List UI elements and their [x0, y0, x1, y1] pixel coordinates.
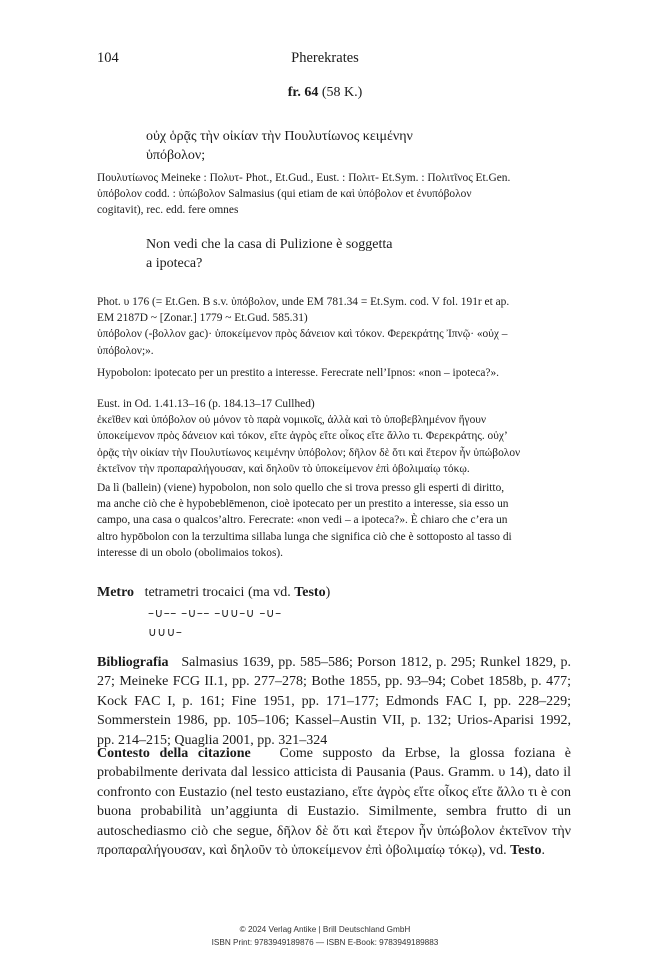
- contesto-end: .: [541, 843, 545, 859]
- page-number: 104: [97, 50, 119, 66]
- testimonium-ref: Eust. in Od. 1.41.13–16 (p. 184.13–17 Cullhed): [97, 398, 315, 410]
- testimonium-translation: campo, una casa o qualcos’altro. Ferecrate: «non vedi – a ipoteca?». È chiaro che c’era un: [97, 514, 508, 527]
- metro-section: [97, 584, 330, 602]
- photius-testimonium: [97, 294, 571, 359]
- apparatus-line: Πουλυτίωνος Meineke : Πολυτ- Phot., Et.Gud., Eust. : Πολιτ- Et.Sym. : Πολιτῖνος Et.Gen.: [97, 172, 511, 184]
- footer-copyright: © 2024 Verlag Antike | Brill Deutschland GmbH: [239, 925, 411, 934]
- running-head: Pherekrates: [291, 50, 359, 66]
- greek-line: οὐχ ὁρᾷς τὴν οἰκίαν τὴν Πουλυτίωνος κειμένην: [146, 129, 413, 144]
- translation: [146, 235, 576, 273]
- metrical-scheme-line: ∪∪∪–: [148, 625, 183, 639]
- bibliografia-section: [97, 653, 571, 750]
- testimonium-translation: Hypobolon: ipotecato per un prestito a interesse. Ferecrate nell’Ipnos: «non – ipoteca?».: [97, 367, 500, 379]
- photius-translation: [97, 365, 571, 381]
- metro-testo: Testo: [294, 585, 326, 600]
- testimonium-line: Phot. υ 176 (= Et.Gen. B s.v. ὑπόβολον, unde EM 781.34 = Et.Sym. cod. V fol. 191r et ap.: [97, 296, 510, 308]
- contesto-testo: Testo: [510, 843, 542, 859]
- fragment-ref: (58 K.): [318, 85, 363, 100]
- metro-label: Metro: [97, 585, 135, 600]
- testimonium-line: ὑπόβολον (-βολλον gac)· ὑποκείμενον πρὸς δάνειον καὶ τόκον. Φερεκράτης Ἰπνῷ· «οὐχ –: [97, 328, 508, 341]
- translation-line: a ipoteca?: [146, 256, 203, 271]
- apparatus-line: cogitavit), rec. edd. fere omnes: [97, 204, 239, 217]
- apparatus-line: ὑπόβολον codd. : ὑπώβολον Salmasius (qui etiam de καὶ ὑπόβολον et ἐνυπόβολον: [97, 188, 472, 201]
- testimonium-line: ἐκεῖθεν καὶ ὑπόβολον οὐ μόνον τὸ παρὰ νομικοῖς, ἀλλὰ καὶ τὸ ὑποβεβλημένον ἤγουν: [97, 414, 487, 427]
- eustathius-testimonium: [97, 396, 571, 477]
- testimonium-line: ὑποκείμενον πρὸς δάνειον καὶ τόκον, εἴτε ἀγρὸς εἴτε οἶκος εἴτε ἄλλο τι. Φερεκράτης. οὐχ’: [97, 430, 508, 443]
- bibliografia-label: Bibliografia: [97, 655, 169, 670]
- greek-text: [146, 127, 576, 165]
- contesto-text: Come supposto da Erbse, la glossa foziana è probabilmente derivata dal lessico atticista di Pausania (Paus. Gramm. υ 14), dato il confronto con Eustazio (nel testo eustaziano, εἴτε ἀγρὸς εἴτε οἶκος εἴτε ἄλλο τι è con buona probabilità un’aggiunta di Eustazio. Similmente, sembra frutto di un autoschediasmo ciò che segue, δῆλον δὲ ὅτι καὶ ἕτερον ἦν ὑπώβολον ἐκτεῖνον τὴν προπαραλήγουσαν, καὶ δηλοῦν τὸ ὑποκείμενον ἐπὶ ὀβολιμαίῳ τόκῳ), vd.: [97, 746, 572, 859]
- contesto-section: [97, 744, 571, 860]
- greek-line: ὑπόβολον;: [146, 148, 206, 163]
- footer-isbn: ISBN Print: 9783949189876 — ISBN E-Book: 9783949189883: [211, 938, 439, 947]
- metro-text: tetrametri trocaici (ma vd.: [144, 585, 295, 600]
- bibliografia-text: Salmasius 1639, pp. 585–586; Porson 1812, p. 295; Runkel 1829, p. 27; Meineke FCG II.1, pp. 277–278; Bothe 1855, pp. 93–94; Cobet 1858b, p. 477; Kock FAC I, p. 161; Fine 1951, pp. 171–177; Edmonds FAC I, pp. 228–229; Sommerstein 1986, pp. 105–106; Kassel–Austin VII, p. 132; Urios-Aparisi 1992, pp. 214–215; Quaglia 2001, pp. 321–324: [97, 655, 572, 748]
- translation-line: Non vedi che la casa di Pulizione è soggetta: [146, 237, 393, 252]
- fragment-label: fr. 64: [287, 85, 319, 100]
- testimonium-line: ὁρᾷς τὴν οἰκίαν τὴν Πουλυτίωνος κειμένην ὑπόβολον; δῆλον δὲ ὅτι καὶ ἕτερον ἦν ὑπώβολον: [97, 446, 521, 459]
- testimonium-line: EM 2187D ~ [Zonar.] 1779 ~ Et.Gud. 585.31): [97, 312, 308, 325]
- metrical-scheme-line: –∪–– –∪–– –∪∪–∪ –∪–: [148, 606, 282, 620]
- eustathius-translation: [97, 480, 571, 561]
- testimonium-translation: altro hypōbolon con la terzultima sillaba lunga che significa ciò che è sottoposto al tasso di: [97, 530, 512, 543]
- critical-apparatus: [97, 170, 571, 219]
- testimonium-translation: ma anche ciò che è hypobeblēmenon, cioè ipotecato per un prestito a interesse, sia esso un: [97, 498, 509, 511]
- testimonium-translation: Da lì (ballein) (viene) hypobolon, non solo quello che si trova presso gli esperti di diritto,: [97, 482, 505, 494]
- contesto-label: Contesto della citazione: [97, 746, 251, 761]
- testimonium-translation: interesse di un obolo (obolimaios tokos).: [97, 546, 284, 559]
- testimonium-line: ὑπόβολον;».: [97, 344, 154, 357]
- testimonium-line: ἐκτεῖνον τὴν προπαραλήγουσαν, καὶ δηλοῦν τὸ ὑποκείμενον ἐπὶ ὀβολιμαίῳ τόκῳ.: [97, 462, 470, 475]
- metro-close: ): [325, 585, 331, 600]
- fragment-heading: [0, 85, 650, 101]
